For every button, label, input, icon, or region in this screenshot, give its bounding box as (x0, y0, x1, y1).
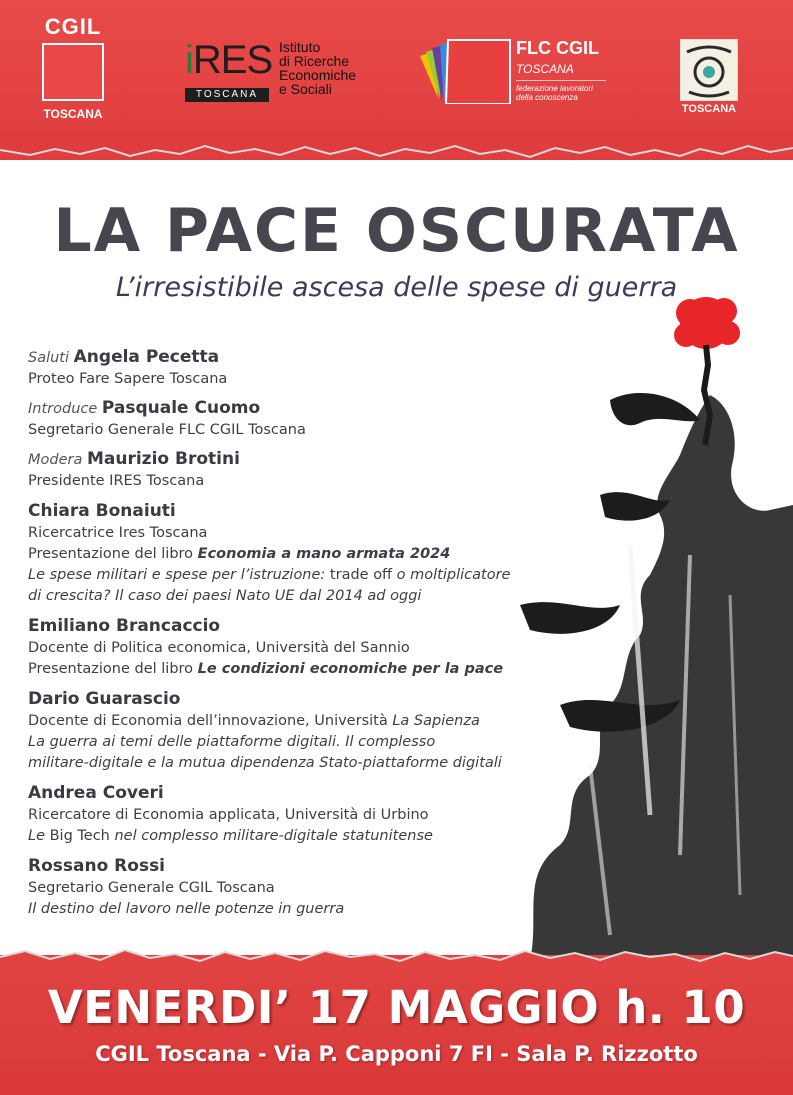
role-prefix: Modera (28, 452, 83, 468)
flc-federation: federazione lavoratori della conoscenza (516, 84, 593, 102)
event-venue: CGIL Toscana - Via P. Capponi 7 FI - Sala P. Rizzotto (95, 1042, 698, 1066)
talk-title-part: trade off (329, 567, 393, 583)
role-prefix: Saluti (28, 350, 70, 366)
book-title: Economia a mano armata 2024 (197, 546, 451, 562)
book-title: Le condizioni economiche per la pace (197, 661, 504, 677)
speaker-name: Pasquale Cuomo (101, 398, 261, 418)
ires-band: TOSCANA (185, 88, 269, 102)
speaker-name: Emiliano Brancaccio (28, 616, 221, 636)
speaker-role: Ricercatore di Economia applicata, Università di Urbino (28, 807, 429, 823)
ires-line-4: e Sociali (279, 81, 332, 97)
torn-paper-edge-bottom (0, 935, 793, 975)
flc-title: FLC CGIL (516, 38, 599, 58)
speaker-cuomo (28, 398, 528, 441)
ires-mark (183, 38, 273, 102)
page-title: LA PACE OSCURATA (53, 196, 740, 266)
talk-title-line: di crescita? Il caso dei paesi Nato UE dal 2014 ad oggi (28, 588, 422, 604)
cgil-brand: CGIL (44, 14, 102, 39)
speaker-bonaiuti (28, 500, 528, 607)
proteo-fare-sapere-logo (679, 39, 739, 115)
book-intro: Presentazione del libro (28, 546, 194, 562)
speakers-program (28, 347, 528, 928)
figure-with-flower-illustration (500, 295, 793, 960)
speaker-brotini (28, 449, 528, 492)
cgil-square (42, 43, 104, 101)
ires-word: RES (192, 38, 273, 82)
talk-title-line: militare-digitale e la mutua dipendenza Stato-piattaforme digitali (28, 755, 502, 771)
cgil-sub: TOSCANA (43, 107, 103, 121)
cgil-toscana-logo (40, 14, 106, 121)
flc-cgil-logo (418, 38, 618, 108)
proteo-mark (680, 39, 738, 101)
torn-paper-edge-top (0, 130, 793, 170)
speaker-role: Segretario Generale CGIL Toscana (28, 880, 275, 896)
talk-title-line: Il destino del lavoro nelle potenze in guerra (28, 901, 345, 917)
red-flower-icon (674, 297, 740, 349)
flc-divider (516, 80, 606, 81)
speaker-name: Maurizio Brotini (86, 449, 240, 469)
talk-title-part: Big Tech (49, 828, 110, 844)
page-subtitle: L’irresistibile ascesa delle spese di guerra (115, 272, 678, 303)
talk-title-line: La guerra ai temi delle piattaforme digitali. Il complesso (28, 734, 436, 750)
speaker-brancaccio (28, 615, 528, 680)
talk-title-part: Le (28, 828, 45, 844)
talk-title-part: o moltiplicatore (396, 567, 511, 583)
speaker-role: Docente di Politica economica, Università del Sannio (28, 640, 410, 656)
university-name: La Sapienza (392, 713, 480, 729)
talk-title-part: Le spese militari e spese per l’istruzione: (28, 567, 326, 583)
ires-line-1: Istituto (279, 39, 321, 55)
ires-toscana-logo (183, 38, 383, 108)
event-date: VENERDI’ 17 MAGGIO h. 10 (47, 981, 746, 1034)
speaker-role: Segretario Generale FLC CGIL Toscana (28, 422, 306, 438)
ires-full-name (279, 40, 356, 96)
role-prefix: Introduce (28, 401, 98, 417)
speaker-name: Chiara Bonaiuti (28, 501, 176, 521)
book-intro: Presentazione del libro (28, 661, 194, 677)
proteo-sub: TOSCANA (681, 103, 737, 115)
talk-title-part: nel complesso militare-digitale statunitense (114, 828, 433, 844)
flc-sub: TOSCANA (516, 62, 574, 76)
speaker-name: Angela Pecetta (73, 347, 220, 367)
speaker-name: Andrea Coveri (28, 783, 164, 803)
proteo-emblem-icon (681, 40, 737, 100)
speaker-role: Proteo Fare Sapere Toscana (28, 371, 228, 387)
speaker-coveri (28, 782, 528, 847)
speaker-name: Dario Guarascio (28, 689, 181, 709)
speaker-rossi (28, 855, 528, 920)
speaker-pecetta (28, 347, 528, 390)
flc-fan-icon (418, 38, 512, 104)
speaker-guarascio (28, 688, 528, 774)
speaker-name: Rossano Rossi (28, 856, 166, 876)
speaker-role: Presidente IRES Toscana (28, 473, 205, 489)
speaker-role: Docente di Economia dell’innovazione, Università (28, 713, 388, 729)
ires-line-2: di Ricerche (279, 53, 350, 69)
ires-line-3: Economiche (279, 67, 357, 83)
ires-i-glyph: i (185, 38, 193, 82)
speaker-role: Ricercatrice Ires Toscana (28, 525, 208, 541)
